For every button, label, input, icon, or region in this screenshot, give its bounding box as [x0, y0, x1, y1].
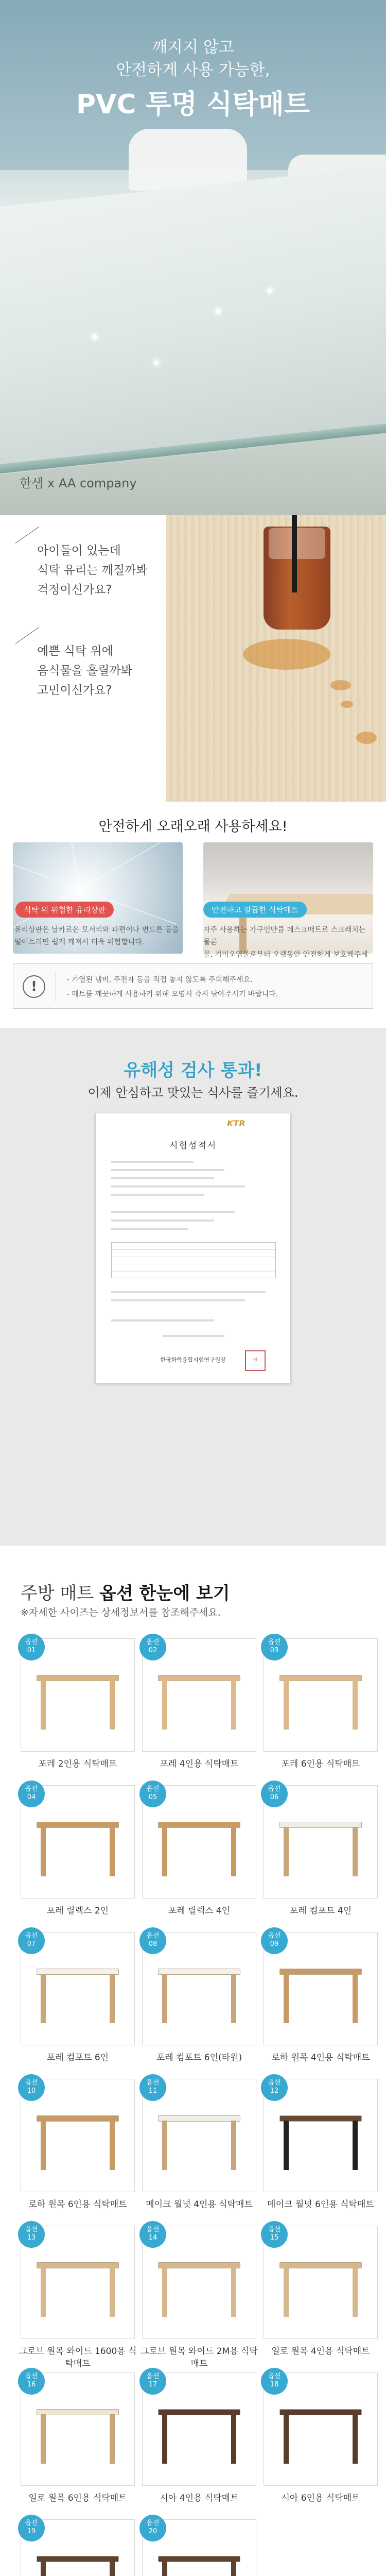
- spill-image: [341, 701, 353, 708]
- option-card[interactable]: [21, 1638, 135, 1752]
- option-card[interactable]: [21, 2372, 135, 2486]
- option-badge-number: 10: [27, 2087, 36, 2095]
- safe-badge: 안전하고 깔끔한 식탁매트: [203, 902, 307, 918]
- spill-image: [243, 639, 330, 670]
- option-badge-number: 19: [27, 2528, 36, 2535]
- option-name: 일로 원목 4인용 식탁매트: [271, 2346, 370, 2357]
- option-badge: [261, 2074, 288, 2101]
- option-badge-number: 06: [270, 1793, 279, 1801]
- description-line: 떨어트리면 쉽게 깨져서 더욱 위험합니다.: [14, 938, 145, 946]
- table-image: [279, 2262, 362, 2319]
- table-image: [158, 1969, 240, 2025]
- option-badge: [18, 1927, 45, 1954]
- option-card[interactable]: [21, 1932, 135, 2045]
- option-name: 포레 릴렉스 4인: [168, 1906, 231, 1916]
- option-badge-number: 13: [27, 2234, 36, 2242]
- hero-subtitle: [0, 36, 386, 81]
- option-badge: [139, 2074, 166, 2101]
- sparkle-icon: [93, 335, 97, 339]
- option-badge: [139, 2221, 166, 2248]
- option-card[interactable]: [264, 1932, 378, 2045]
- test-subtitle: 이제 안심하고 맛있는 식사를 즐기세요.: [87, 1086, 299, 1100]
- table-image: [37, 2262, 119, 2319]
- option-name: 시아 6인용 식탁매트: [281, 2493, 360, 2503]
- option-card[interactable]: [264, 2226, 378, 2339]
- option-badge-label: 옵션: [146, 1638, 160, 1646]
- certificate-title: 시험성적서: [169, 1141, 217, 1151]
- option-badge-label: 옵션: [268, 2372, 281, 2380]
- certificate-org: 한국화학융합시험연구원장: [160, 1357, 226, 1363]
- option-badge-label: 옵션: [146, 2226, 160, 2233]
- spill-image: [356, 732, 377, 744]
- option-card[interactable]: [21, 2519, 135, 2576]
- option-badge-number: 01: [27, 1647, 36, 1654]
- table-image: [158, 2262, 240, 2319]
- option-badge-number: 05: [148, 1793, 157, 1801]
- table-image: [279, 2115, 362, 2172]
- options-title-bold: 옵션 한눈에 보기: [99, 1583, 230, 1604]
- option-name: 메이크 월넛 4인용 식탁매트: [146, 2199, 253, 2210]
- option-badge: [18, 1781, 45, 1807]
- option-badge: [139, 1927, 166, 1954]
- option-card[interactable]: [21, 2226, 135, 2339]
- description-line: 유리상판은 날카로운 모서리와 파편이나 변드른 등을: [14, 926, 179, 934]
- option-name: 포레 6인용 식탁매트: [281, 1759, 360, 1769]
- table-image: [279, 1969, 362, 2025]
- option-card[interactable]: [264, 1638, 378, 1752]
- option-badge-number: 08: [148, 1940, 157, 1948]
- ice-image: [269, 528, 325, 559]
- option-card[interactable]: [142, 2226, 256, 2339]
- hero-subtitle-line: 안전하게 사용 가능한,: [116, 61, 270, 79]
- option-badge-label: 옵션: [25, 2226, 38, 2233]
- option-badge: [18, 2221, 45, 2248]
- option-card[interactable]: [264, 2372, 378, 2486]
- option-badge-label: 옵션: [268, 1638, 281, 1646]
- option-name: 로하 원목 6인용 식탁매트: [28, 2199, 127, 2210]
- concern-text: 예쁜 식탁 위에: [37, 645, 113, 658]
- concern-text: 아이들이 있는데: [37, 544, 121, 557]
- table-image: [279, 1675, 362, 1732]
- option-badge: [139, 2515, 166, 2541]
- option-badge-number: 16: [27, 2381, 36, 2388]
- option-badge-label: 옵션: [146, 1785, 160, 1793]
- option-badge-label: 옵션: [268, 2226, 281, 2233]
- option-badge-number: 03: [270, 1647, 279, 1654]
- caution-text: - 가열된 냄비, 주전자 등을 직접 놓지 않도록 주의해주세요.: [67, 976, 253, 984]
- option-badge-number: 11: [148, 2087, 157, 2095]
- safety-title: 안전하게 오래오래 사용하세요!: [98, 819, 288, 835]
- option-badge-label: 옵션: [25, 2372, 38, 2380]
- test-section: [0, 1028, 386, 1546]
- spilled-drink-photo: [166, 515, 386, 802]
- option-badge: [18, 2368, 45, 2395]
- option-badge-label: 옵션: [25, 1932, 38, 1940]
- option-badge-number: 07: [27, 1940, 36, 1948]
- option-badge: [261, 1927, 288, 1954]
- hero-title: PVC 투명 식탁매트: [76, 89, 310, 120]
- sparkle-icon: [216, 309, 220, 313]
- sparkle-icon: [154, 361, 159, 365]
- table-image: [158, 1675, 240, 1732]
- option-badge-number: 09: [270, 1940, 279, 1948]
- option-card[interactable]: [142, 1932, 256, 2045]
- option-name: 메이크 월넛 6인용 식탁매트: [267, 2199, 374, 2210]
- option-card[interactable]: [142, 2519, 256, 2576]
- option-badge: [261, 1634, 288, 1660]
- description-line: 물, 기미오염물로부터 오랫동안 안전하게 보호해주세: [203, 951, 368, 959]
- table-image: [279, 1822, 362, 1878]
- option-name: 로하 원목 4인용 식탁매트: [271, 2053, 370, 2063]
- table-image: [37, 1675, 119, 1732]
- concerns-section: [0, 515, 386, 804]
- option-badge-number: 15: [270, 2234, 279, 2242]
- options-title-prefix: 주방 매트: [21, 1583, 99, 1604]
- option-badge-number: 17: [148, 2381, 157, 2388]
- option-badge-label: 옵션: [268, 1785, 281, 1793]
- caution-text: - 매트를 깨끗하게 사용하기 위해 오염시 즉시 닦아주시기 바랍니다.: [67, 990, 278, 998]
- option-badge-label: 옵션: [25, 1638, 38, 1646]
- option-name: 포레 4인용 식탁매트: [160, 1759, 239, 1769]
- option-badge: [18, 2515, 45, 2541]
- sparkle-icon: [268, 289, 272, 293]
- option-badge-number: 04: [27, 1793, 36, 1801]
- option-name: 일로 원목 6인용 식탁매트: [28, 2493, 127, 2503]
- option-name: 시아 4인용 식탁매트: [160, 2493, 239, 2503]
- option-badge-label: 옵션: [268, 1932, 281, 1940]
- option-name: 그로브 원목 와이드 2M용 식탁매트: [141, 2346, 258, 2369]
- table-image: [37, 1822, 119, 1878]
- option-badge-label: 옵션: [25, 2079, 38, 2087]
- option-badge: [139, 2368, 166, 2395]
- option-card[interactable]: [21, 1785, 135, 1899]
- option-badge: [18, 2074, 45, 2101]
- ktr-logo: KTR: [227, 1118, 245, 1128]
- option-badge-number: 20: [148, 2528, 157, 2535]
- table-image: [158, 2115, 240, 2172]
- option-badge-number: 12: [270, 2087, 279, 2095]
- straw-image: [292, 515, 297, 592]
- option-badge: [18, 1634, 45, 1660]
- option-card[interactable]: [264, 1785, 378, 1899]
- option-name: 포레 2인용 식탁매트: [38, 1759, 117, 1769]
- option-badge: [261, 2221, 288, 2248]
- options-title: [21, 1579, 230, 1604]
- option-name: 그로브 원목 와이드 1600용 식탁매트: [19, 2346, 137, 2369]
- option-name: 포레 컴포트 4인: [289, 1906, 352, 1916]
- option-card[interactable]: [21, 2079, 135, 2192]
- test-certificate-image: [95, 1113, 291, 1383]
- concern-question-1: [37, 541, 148, 600]
- test-title: 유해성 검사 통과!: [124, 1060, 262, 1081]
- table-image: [158, 1822, 240, 1878]
- table-image: [37, 2556, 119, 2576]
- option-card[interactable]: [142, 2079, 256, 2192]
- option-badge-label: 옵션: [146, 2372, 160, 2380]
- hero-banner: [0, 0, 386, 515]
- option-badge-label: 옵션: [25, 1785, 38, 1793]
- option-card[interactable]: [142, 1638, 256, 1752]
- concern-text: 식탁 유리는 깨질까봐: [37, 564, 148, 577]
- options-subtitle: ※자세한 사이즈는 상세정보서를 참조해주세요.: [21, 1607, 221, 1618]
- option-name: 포레 컴포트 6인(타원): [156, 2053, 242, 2063]
- option-badge: [261, 2368, 288, 2395]
- option-badge: [261, 1781, 288, 1807]
- table-image: [158, 2409, 240, 2466]
- table-image: [37, 2409, 119, 2466]
- option-badge: [139, 1781, 166, 1807]
- table-image: [279, 2409, 362, 2466]
- option-card[interactable]: [264, 2079, 378, 2192]
- option-name: 포레 컴포트 6인: [46, 2053, 109, 2063]
- concern-question-2: [37, 641, 132, 700]
- hero-subtitle-line: 깨지지 않고: [152, 38, 234, 57]
- option-badge-label: 옵션: [268, 2079, 281, 2087]
- table-image: [158, 2556, 240, 2576]
- table-image: [37, 2115, 119, 2172]
- description-line: 자주 사용하는 가구인만큼 데스크매트로 스크래치는 물론: [203, 926, 366, 946]
- warning-icon: !: [23, 975, 45, 998]
- option-badge-label: 옵션: [146, 2079, 160, 2087]
- option-badge-label: 옵션: [146, 1932, 160, 1940]
- chair-image: [129, 129, 247, 191]
- concern-text: 음식물을 흘릴까봐: [37, 664, 133, 677]
- table-image: [37, 1969, 119, 2025]
- option-badge-label: 옵션: [146, 2519, 160, 2527]
- concern-text: 걱정이신가요?: [37, 583, 112, 597]
- concern-text: 고민이신가요?: [37, 684, 112, 697]
- option-badge: [139, 1634, 166, 1660]
- seal-stamp: 인: [245, 1350, 266, 1371]
- spill-image: [330, 680, 351, 690]
- option-name: 포레 릴렉스 2인: [46, 1906, 109, 1916]
- option-badge-number: 02: [148, 1647, 157, 1654]
- option-badge-label: 옵션: [25, 2519, 38, 2527]
- brand-label: 한샘 x AA company: [20, 476, 137, 490]
- danger-badge: 식탁 위 위험한 유리상판: [15, 902, 114, 918]
- option-badge-number: 14: [148, 2234, 157, 2242]
- caution-box: [13, 963, 373, 1009]
- option-badge-number: 18: [270, 2381, 279, 2388]
- danger-description: [14, 924, 184, 948]
- option-card[interactable]: [142, 2372, 256, 2486]
- option-card[interactable]: [142, 1785, 256, 1899]
